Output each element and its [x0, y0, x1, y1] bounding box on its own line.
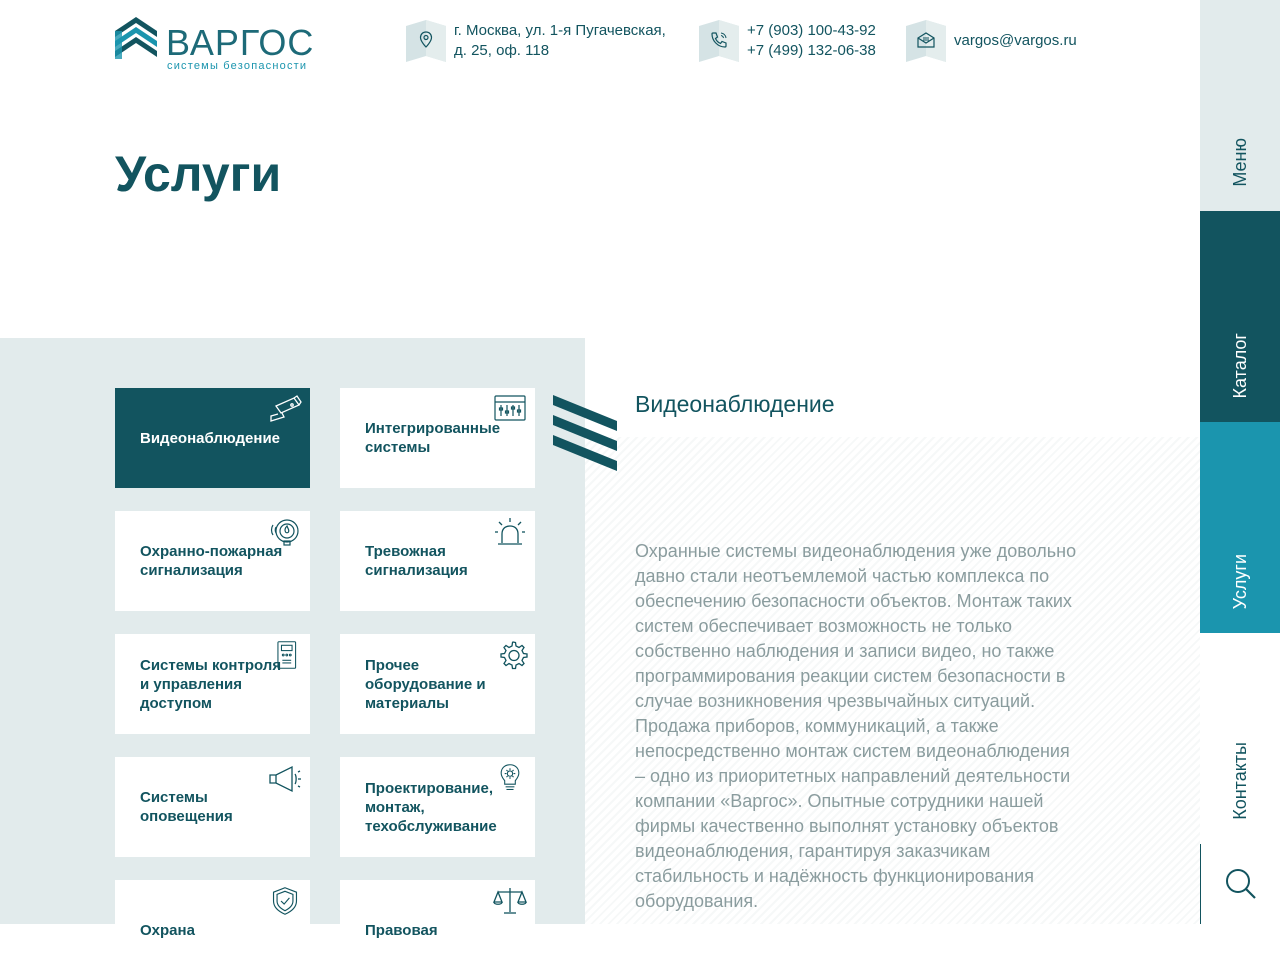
service-card-label: Системы контроля и управления доступом — [140, 656, 282, 712]
alarm-siren-icon — [493, 517, 527, 547]
email-link[interactable]: vargos@vargos.ru — [954, 32, 1077, 49]
service-card-label: Проектирование, монтаж, техобслуживание — [365, 779, 497, 835]
lightbulb-gear-icon — [493, 763, 527, 793]
service-card-alarm[interactable] — [340, 511, 535, 611]
camera-icon — [268, 394, 302, 424]
header-address — [406, 20, 666, 62]
service-card-label: Правовая — [365, 921, 438, 939]
side-navigation — [1200, 0, 1280, 924]
side-nav-label: Услуги — [1230, 553, 1250, 609]
address-line-1: г. Москва, ул. 1-я Пугачевская, — [454, 22, 666, 39]
stripes-decoration-icon — [553, 395, 617, 471]
logo-tagline: системы безопасности — [167, 60, 308, 72]
service-card-access-control[interactable] — [115, 634, 310, 734]
content-description: Охранные системы видеонаблюдения уже довольно давно стали неотъемлемой частью комплекса по обеспечению безопасности объектов. Монтаж таких систем обеспечивает возможность не только собственно наблюдения и записи видео, но также программирования реакции систем безопасности в случае возникновения чрезвычайных ситуаций. Продажа приборов, коммуникаций, а также непосредственно монтаж систем видеонаблюдения – одно из приоритетных направлений деятельности компании «Варгос». Опытные сотрудники нашей фирмы качественно выполнят установку объектов видеонаблюдения, гарантируя заказчикам стабильность и надёжность функционирования оборудования. — [635, 541, 1077, 911]
service-card-label: Охрана — [140, 921, 195, 939]
search-icon — [1224, 867, 1258, 901]
service-card-video-surveillance[interactable] — [115, 388, 310, 488]
phone-link-2[interactable]: +7 (499) 132-06-38 — [747, 42, 876, 59]
search-button[interactable] — [1200, 844, 1280, 924]
access-device-icon — [268, 640, 302, 670]
side-nav-label: Каталог — [1230, 332, 1250, 398]
logo[interactable] — [115, 17, 320, 73]
side-nav-menu[interactable] — [1200, 0, 1280, 211]
page-title: Услуги — [115, 146, 282, 202]
service-card-integrated-systems[interactable] — [340, 388, 535, 488]
mail-icon — [906, 20, 946, 62]
service-card-security[interactable] — [115, 880, 310, 980]
service-card-label: Тревожная сигнализация — [365, 543, 468, 579]
service-card-label: Системы оповещения — [140, 789, 233, 825]
service-card-label: Интегрированные системы — [365, 420, 501, 456]
control-panel-icon — [493, 394, 527, 424]
service-card-notification-systems[interactable] — [115, 757, 310, 857]
service-card-label: Видеонаблюдение — [140, 429, 281, 447]
header-email — [906, 20, 1077, 62]
header-phones — [699, 20, 876, 62]
service-card-other-equipment[interactable] — [340, 634, 535, 734]
phone-link-1[interactable]: +7 (903) 100-43-92 — [747, 22, 876, 39]
side-nav-label: Контакты — [1230, 742, 1250, 820]
service-card-label: Охранно-пожарная сигнализация — [140, 543, 283, 579]
logo-mark-icon — [115, 17, 157, 59]
gear-icon — [493, 640, 527, 670]
service-card-fire-alarm[interactable] — [115, 511, 310, 611]
fire-sensor-icon — [268, 517, 302, 547]
side-nav-services[interactable] — [1200, 422, 1280, 633]
side-nav-contacts[interactable] — [1200, 633, 1280, 844]
scales-icon — [493, 886, 527, 916]
shield-icon — [268, 886, 302, 916]
side-nav-label: Меню — [1230, 138, 1250, 187]
service-card-label: Прочее оборудование и материалы — [365, 656, 486, 712]
megaphone-icon — [268, 763, 302, 793]
service-card-design-installation[interactable] — [340, 757, 535, 857]
logo-name: ВАРГОС — [166, 22, 315, 63]
side-nav-catalog[interactable] — [1200, 211, 1280, 422]
content-title: Видеонаблюдение — [635, 391, 835, 417]
address-line-2: д. 25, оф. 118 — [454, 42, 550, 59]
phone-icon — [699, 20, 739, 62]
service-card-legal[interactable] — [340, 880, 535, 980]
location-pin-icon — [406, 20, 446, 62]
